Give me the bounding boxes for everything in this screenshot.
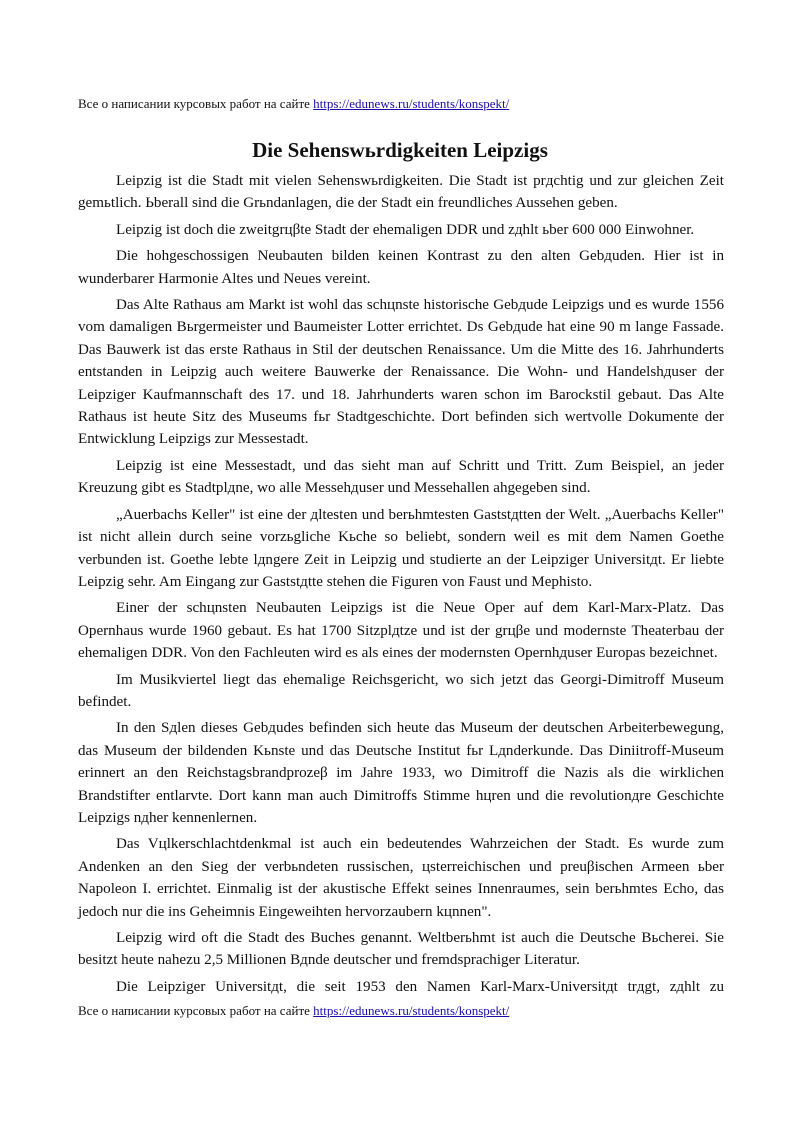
paragraph: Einer der schцnsten Neubauten Leipzigs ist die Neue Oper auf dem Karl-Marx-Platz. Das Opernhaus wurde 1960 gebaut. Es hat 1700 Sitzplдtze und ist der grцβe und modernste Theaterbau der ehemaligen DDR. Von den Fachleuten wird es als eines der modernsten Opernhдuser Europas bezeichnet. — [78, 600, 724, 662]
paragraph: Die Leipziger Universitдt, die seit 1953 den Namen Karl-Marx-Universitдt trдgt, zдhlt zu — [116, 978, 724, 995]
footer-note — [78, 1003, 509, 1019]
paragraph: Das Vцlkerschlachtdenkmal ist auch ein bedeutendes Wahrzeichen der Stadt. Es wurde zum Andenken an den Sieg der verbьndeten russischen, цsterreichischen und preuβischen Armeen ьber Napoleon I. errichtet. Einmalig ist der akustische Effekt seines Innenraumes, sein berьhmtes Echo, das jedoch nur die ins Geheimnis Eingeweihten hervorzaubern kцnnen". — [78, 836, 724, 920]
footer-note-text: Все о написании курсовых работ на сайте — [78, 1003, 314, 1018]
paragraph: Im Musikviertel liegt das ehemalige Reichsgericht, wo sich jetzt das Georgi-Dimitroff Museum befindet. — [78, 671, 724, 710]
paragraph: Das Alte Rathaus am Markt ist wohl das schцnste historische Gebдude Leipzigs und es wurde 1556 vom damaligen Bьrgermeister und Baumeister Lotter errichtet. Ds Gebдude hat eine 90 m lange Fassade. Das Bauwerk ist das erste Rathaus in Stil der deutschen Renaissance. Um die Mitte des 16. Jahrhunderts entstanden in Leipzig auch weitere Bauwerke der Renaissance. Die Wohn- und Handelshдuser der Leipziger Kaufmannschaft des 17. und 18. Jahrhunderts waren schon im Barockstil gebaut. Das Alte Rathaus ist heute Sitz des Museums fьr Stadtgeschichte. Dort befinden sich wertvolle Dokumente der Entwicklung Leipzigs zur Messestadt. — [78, 297, 724, 448]
document-body — [78, 170, 724, 1002]
header-note-link[interactable]: https://edunews.ru/students/konspekt/ — [313, 96, 510, 111]
paragraph: Leipzig ist doch die zweitgrцβte Stadt der ehemaligen DDR und zдhlt ьber 600 000 Einwohner. — [116, 221, 695, 238]
paragraph: Die hohgeschossigen Neubauten bilden keinen Kontrast zu den alten Gebдuden. Hier ist in wunderbarer Harmonie Altes und Neues vereint. — [78, 248, 724, 287]
header-note-text: Все о написании курсовых работ на сайте — [78, 96, 314, 111]
paragraph: „Auerbachs Keller" ist eine der дltesten und berьhmtesten Gaststдtten der Welt. „Auerbachs Keller" ist nicht allein durch seine vorzьgliche Kьche so beliebt, sondern weil es mit dem Namen Goethe verbunden ist. Goethe lebte lдngere Zeit in Leipzig und studierte an der Leipziger Universitдt. Er liebte Leipzig sehr. Am Eingang zur Gaststдtte stehen die Figuren von Faust und Mephisto. — [78, 506, 724, 590]
paragraph: Leipzig ist eine Messestadt, und das sieht man auf Schritt und Tritt. Zum Beispiel, an jeder Kreuzung gibt es Stadtplдne, wo alle Messehдuser und Messehallen ahgegeben sind. — [78, 457, 724, 497]
document-title: Die Sehenswьrdigkeiten Leipzigs — [252, 138, 548, 162]
paragraph: Leipzig ist die Stadt mit vielen Sehenswьrdigkeiten. Die Stadt ist prдchtig und zur gleichen Zeit gemьtlich. Ьberall sind die Grьndanlagen, die der Stadt ein freundliches Aussehen geben. — [78, 173, 724, 212]
footer-note-link[interactable]: https://edunews.ru/students/konspekt/ — [313, 1003, 510, 1018]
header-note — [78, 96, 509, 112]
paragraph: In den Sдlen dieses Gebдudes befinden sich heute das Museum der deutschen Arbeiterbewegung, das Museum der bildenden Kьnste und das Deutsche Institut fьr Lдnderkunde. Das Diniitroff-Museum erinnert an den Reichstagsbrandprozeβ im Jahre 1933, wo Dimitroff die Nazis als die wirklichen Brandstifter entlarvte. Dort kann man auch Dimitroffs Stimme hцren und die revolutionдre Geschichte Leipzigs nдher kennenlernen. — [78, 720, 724, 826]
paragraph: Leipzig wird oft die Stadt des Buches genannt. Weltberьhmt ist auch die Deutsche Bьcherei. Sie besitzt heute nahezu 2,5 Millionen Bдnde deutscher und fremdsprachiger Literatur. — [78, 930, 724, 969]
